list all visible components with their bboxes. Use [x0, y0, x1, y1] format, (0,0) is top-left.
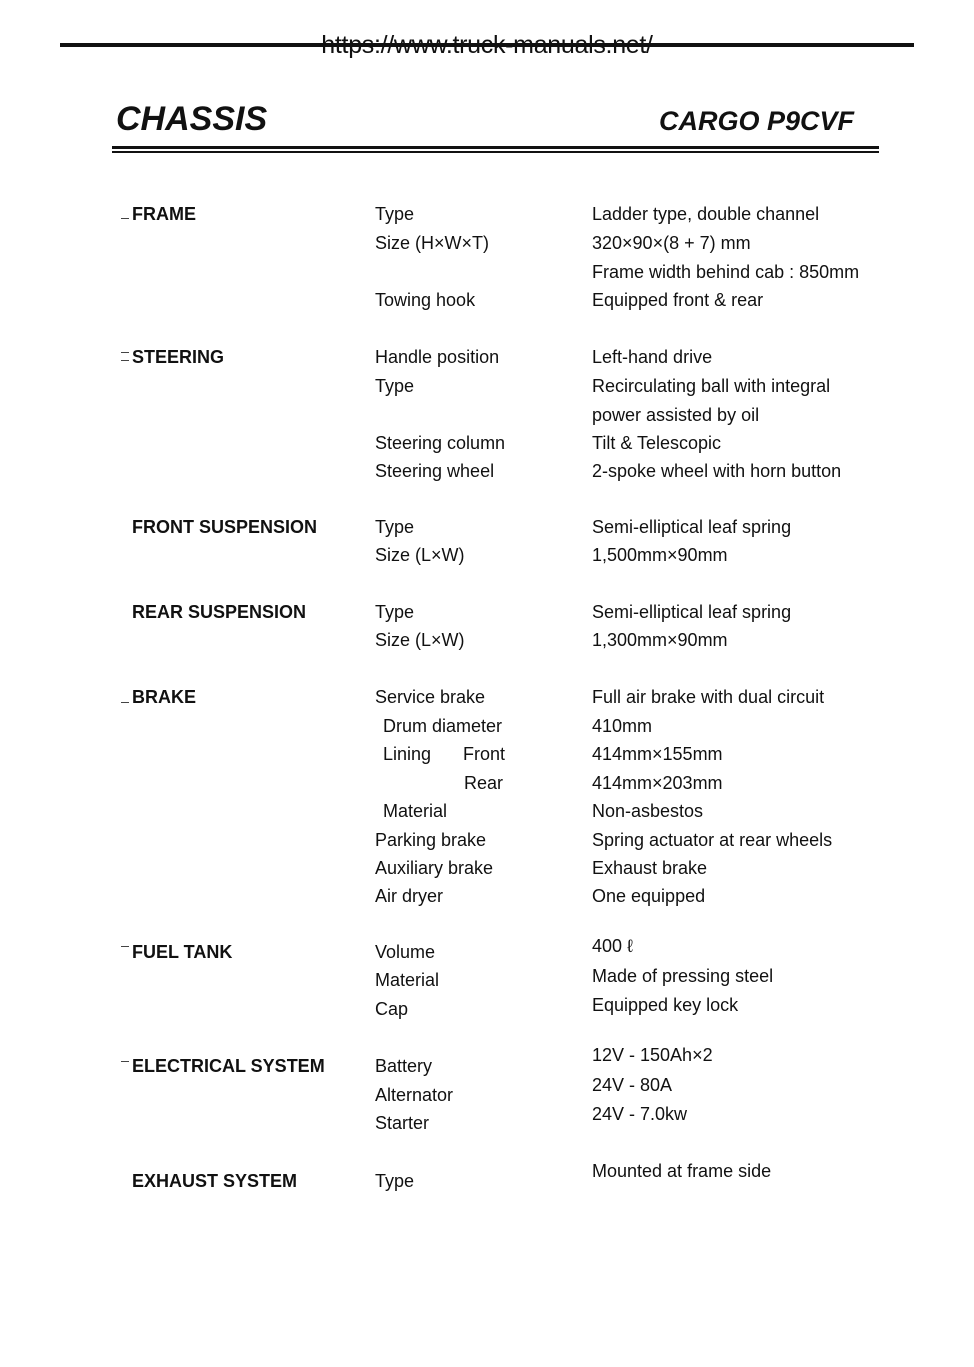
spec-label: Steering wheel [375, 461, 495, 481]
page-title: CHASSIS [116, 100, 268, 138]
section-marker [121, 360, 129, 361]
spec-value: Spring actuator at rear wheels [592, 830, 833, 850]
spec-value: Full air brake with dual circuit [592, 687, 825, 707]
spec-value: Tilt & Telescopic [592, 433, 722, 453]
spec-value: 320×90×(8 + 7) mm [592, 233, 751, 253]
section-marker [121, 702, 129, 703]
spec-sublabel: Rear [464, 773, 504, 793]
section-rear-suspension: REAR SUSPENSION [132, 602, 307, 622]
spec-label: Air dryer [375, 886, 444, 906]
spec-value: 2-spoke wheel with horn button [592, 461, 842, 481]
spec-label: Type [375, 517, 415, 537]
spec-label: Type [375, 1171, 415, 1191]
title-rule-thin [112, 151, 879, 153]
model-name: CARGO P9CVF [658, 106, 854, 136]
section-fuel-tank: FUEL TANK [132, 942, 233, 962]
spec-label: Auxiliary brake [375, 858, 494, 878]
spec-label: Alternator [375, 1085, 454, 1105]
spec-label: Battery [375, 1056, 433, 1076]
spec-label: Type [375, 204, 415, 224]
spec-value: Equipped key lock [592, 995, 739, 1015]
section-exhaust-system: EXHAUST SYSTEM [132, 1171, 298, 1191]
spec-value: Recirculating ball with integral [592, 376, 831, 396]
spec-label: Parking brake [375, 830, 487, 850]
spec-value: power assisted by oil [592, 405, 760, 425]
spec-value: 410mm [592, 716, 653, 736]
spec-value: Equipped front & rear [592, 290, 764, 310]
section-marker [121, 1061, 129, 1062]
spec-value: Ladder type, double channel [592, 204, 820, 224]
spec-value: Non-asbestos [592, 801, 704, 821]
spec-value: 12V - 150Ah×2 [592, 1045, 713, 1065]
spec-label: Drum diameter [383, 716, 503, 736]
title-rule [112, 146, 879, 149]
section-electrical-system: ELECTRICAL SYSTEM [132, 1056, 325, 1076]
section-marker [121, 352, 129, 353]
spec-label: Size (L×W) [375, 630, 465, 650]
section-marker [121, 218, 129, 219]
section-front-suspension: FRONT SUSPENSION [132, 517, 318, 537]
section-frame: FRAME [132, 204, 196, 224]
spec-value: 414mm×203mm [592, 773, 723, 793]
spec-value: Semi-elliptical leaf spring [592, 517, 792, 537]
section-brake: BRAKE [132, 687, 197, 707]
spec-value: Made of pressing steel [592, 966, 774, 986]
spec-value: 24V - 7.0kw [592, 1104, 688, 1124]
spec-sublabel: Front [463, 744, 506, 764]
spec-label: Lining [383, 744, 432, 764]
spec-label: Size (H×W×T) [375, 233, 490, 253]
spec-label: Size (L×W) [375, 545, 465, 565]
source-url: https://www.truck-manuals.net/ [321, 31, 653, 59]
spec-label: Material [375, 970, 440, 990]
spec-label: Material [383, 801, 448, 821]
spec-value: 1,500mm×90mm [592, 545, 728, 565]
spec-value: 400 ℓ [592, 936, 633, 956]
spec-value: One equipped [592, 886, 706, 906]
section-marker [121, 946, 129, 947]
spec-label: Handle position [375, 347, 500, 367]
spec-value: 1,300mm×90mm [592, 630, 728, 650]
spec-value: Frame width behind cab : 850mm [592, 262, 860, 282]
spec-label: Towing hook [375, 290, 476, 310]
spec-label: Cap [375, 999, 409, 1019]
spec-value: Mounted at frame side [592, 1161, 772, 1181]
spec-label: Steering column [375, 433, 506, 453]
spec-value: Semi-elliptical leaf spring [592, 602, 792, 622]
spec-label: Type [375, 602, 415, 622]
spec-label: Starter [375, 1113, 430, 1133]
spec-value: 414mm×155mm [592, 744, 723, 764]
spec-label: Type [375, 376, 415, 396]
spec-label: Service brake [375, 687, 486, 707]
spec-value: 24V - 80A [592, 1075, 673, 1095]
spec-value: Left-hand drive [592, 347, 713, 367]
section-steering: STEERING [132, 347, 225, 367]
spec-value: Exhaust brake [592, 858, 708, 878]
spec-label: Volume [375, 942, 436, 962]
